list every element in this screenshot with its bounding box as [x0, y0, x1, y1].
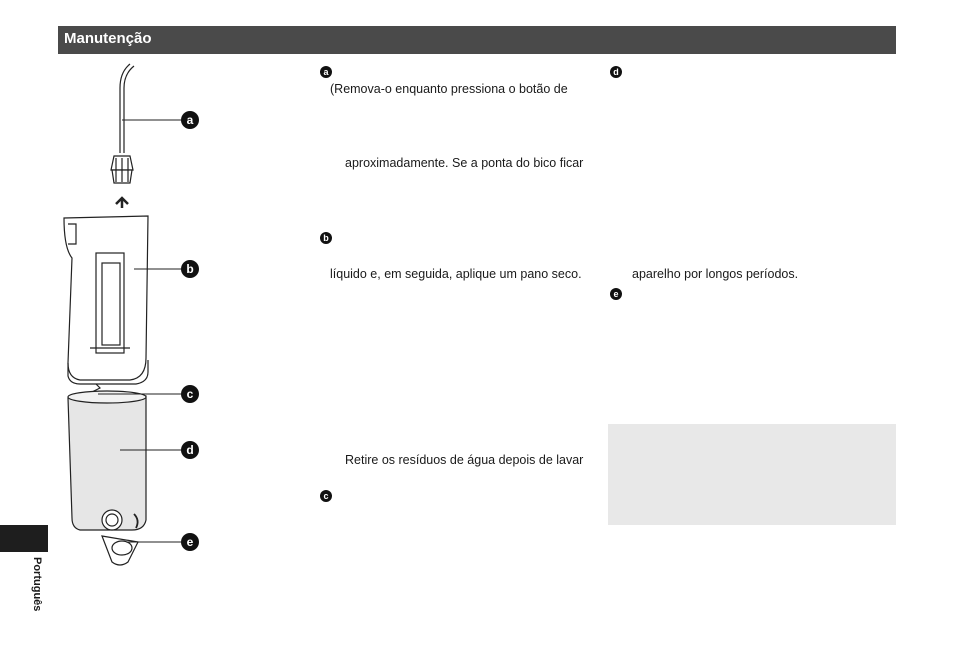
marker-e: e — [610, 288, 622, 300]
marker-c: c — [320, 490, 332, 502]
col2-d-line1: aparelho por longos períodos. — [632, 267, 799, 281]
callout-c: c — [186, 387, 194, 401]
marker-b: b — [320, 232, 332, 244]
marker-a: a — [320, 66, 332, 78]
section-title: Manutenção — [64, 30, 152, 47]
language-tab — [0, 525, 48, 552]
note-box — [608, 424, 896, 525]
col1-a-line1: (Remova-o enquanto pressiona o botão de — [330, 82, 568, 96]
col1-b-line2: Retire os resíduos de água depois de lavar — [345, 453, 584, 467]
water-tank — [68, 392, 146, 530]
callout-a: a — [186, 113, 194, 127]
language-label: Português — [31, 557, 43, 612]
callout-b: b — [186, 262, 194, 276]
section-header — [58, 26, 896, 54]
callout-e: e — [186, 535, 194, 549]
arrow-up-icon — [116, 198, 128, 208]
callout-d: d — [186, 443, 194, 457]
nozzle-tip — [120, 64, 130, 153]
col1-b-line1: líquido e, em seguida, aplique um pano seco. — [330, 267, 582, 281]
marker-d: d — [610, 66, 622, 78]
col1-a-line2: aproximadamente. Se a ponta do bico ficar — [345, 156, 584, 170]
device-illustration — [50, 58, 220, 578]
